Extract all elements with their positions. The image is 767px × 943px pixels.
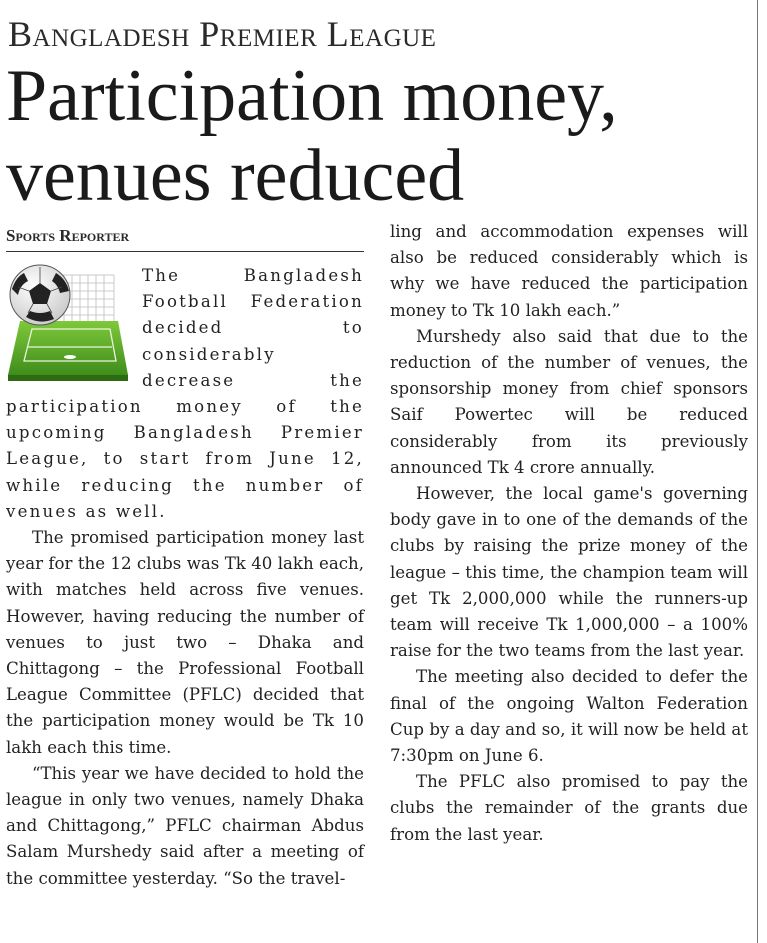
column-divider [757,0,758,943]
paragraph: ling and accommodation expenses will also be reduced considerably which is why we have reduced the participation money to Tk 10 lakh each.” [390,222,748,320]
football-goal-icon [6,263,132,387]
article-column-2 [390,219,748,848]
article-column-1 [6,263,364,892]
paragraph: The promised participation money last year for the 12 clubs was Tk 40 lakh each, with matches held across five venues. However, having reducing the number of venues to just two – Dhaka and Chittagong – the Professional Football League Committee (PFLC) decided that the participation money would be Tk 10 lakh each this time. [6,528,364,757]
headline: Participation money, venues reduced [6,55,618,217]
paragraph: The PFLC also promised to pay the clubs the remainder of the grants due from the last year. [390,772,748,844]
paragraph: However, the local game's governing body gave in to one of the demands of the clubs by raising the prize money of the league – this time, the champion team will get Tk 2,000,000 while the runners-up team will receive Tk 1,000,000 – a 100% raise for the two teams from the last year. [390,484,748,661]
paragraph: Murshedy also said that due to the reduction of the number of venues, the sponsorship money from chief sponsors Saif Powertec will be reduced considerably from its previously announced Tk 4 crore annually. [390,326,748,477]
byline: Sports Reporter [6,226,130,245]
kicker: Bangladesh Premier League [8,14,437,54]
paragraph: The Bangladesh Football Federation decided to considerably decrease the participation money of the upcoming Bangladesh Premier League, to start from June 12, while reducing the number of venues as well. [6,266,364,521]
paragraph: The meeting also decided to defer the final of the ongoing Walton Federation Cup by a day and so, it will now be held at 7:30pm on June 6. [390,667,748,766]
byline-rule [6,251,364,252]
paragraph: “This year we have decided to hold the league in only two venues, namely Dhaka and Chittagong,” PFLC chairman Abdus Salam Murshedy said after a meeting of the committee yesterday. “So the travel- [6,763,364,888]
